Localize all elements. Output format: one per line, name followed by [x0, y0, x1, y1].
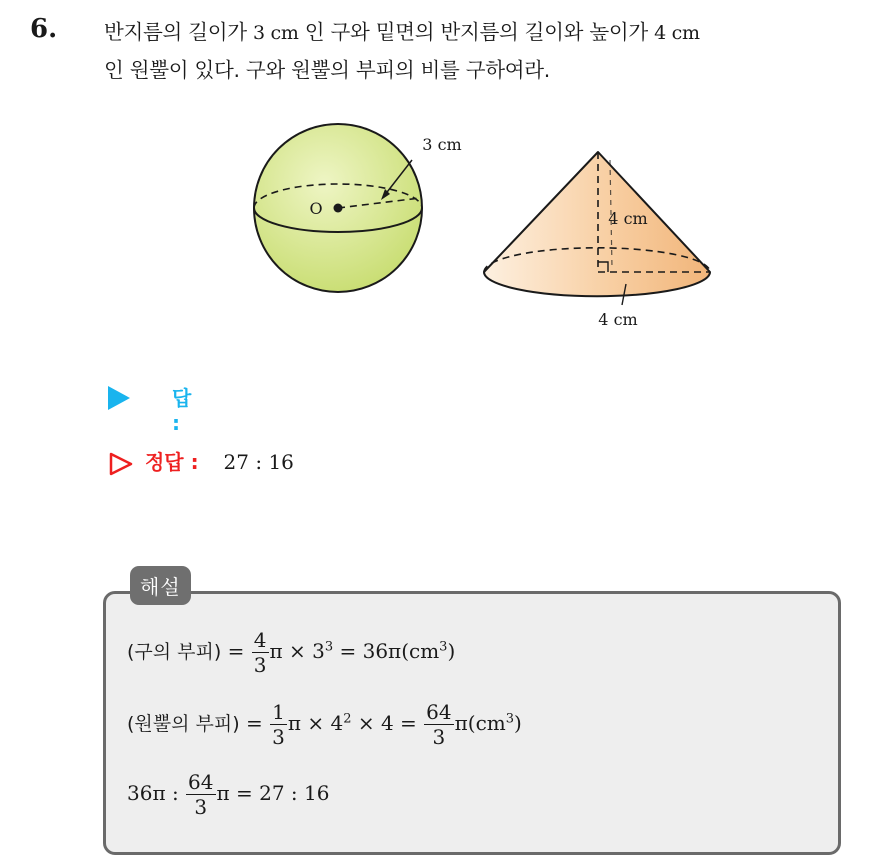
sphere-center-label: O — [309, 199, 323, 218]
correct-answer-row — [108, 446, 294, 477]
sphere — [254, 124, 422, 292]
outline-triangle-icon — [108, 451, 134, 477]
sphere-radius-label: 3 cm — [422, 135, 462, 154]
explanation-tag: 해설 — [130, 566, 191, 605]
cone — [484, 152, 710, 305]
question-number: 6. — [30, 14, 58, 44]
answer-label: 답 : — [172, 386, 194, 435]
answer-row — [108, 384, 194, 435]
cone-height-label: 4 cm — [608, 209, 648, 228]
question-text: 반지름의 길이가 3 cm 인 구와 밑면의 반지름의 길이와 높이가 4 cm 인 원뿔이 있다. 구와 원뿔의 부피의 비를 구하여라. — [104, 20, 700, 82]
fraction: $\frac{1}{3}$ — [272, 700, 285, 749]
sphere-cone-figure — [0, 0, 884, 360]
fraction: $\frac{64}{3}$ — [426, 700, 452, 749]
correct-answer-label: 정답 : — [144, 450, 199, 474]
explanation-eq-sphere: (구의 부피) = $\frac{4}{3}$ $\pi \times 3^3 = 36\pi(cm^3)$ — [127, 628, 456, 677]
explanation-eq-ratio: 36π : $\frac{64}{3}$ π = 27 : 16 — [127, 770, 330, 819]
correct-answer-value: 27 : 16 — [223, 450, 294, 474]
play-triangle-icon — [108, 386, 130, 410]
fraction: $\frac{64}{3}$ — [188, 770, 214, 819]
explanation-eq-cone: (원뿔의 부피) = $\frac{1}{3}$ $\pi \times 4^2 \times 4$ = $\frac{64}{3}$ $\pi(cm^3)$ — [127, 700, 522, 749]
cone-radius-label: 4 cm — [598, 310, 638, 329]
fraction: $\frac{4}{3}$ — [253, 628, 267, 677]
